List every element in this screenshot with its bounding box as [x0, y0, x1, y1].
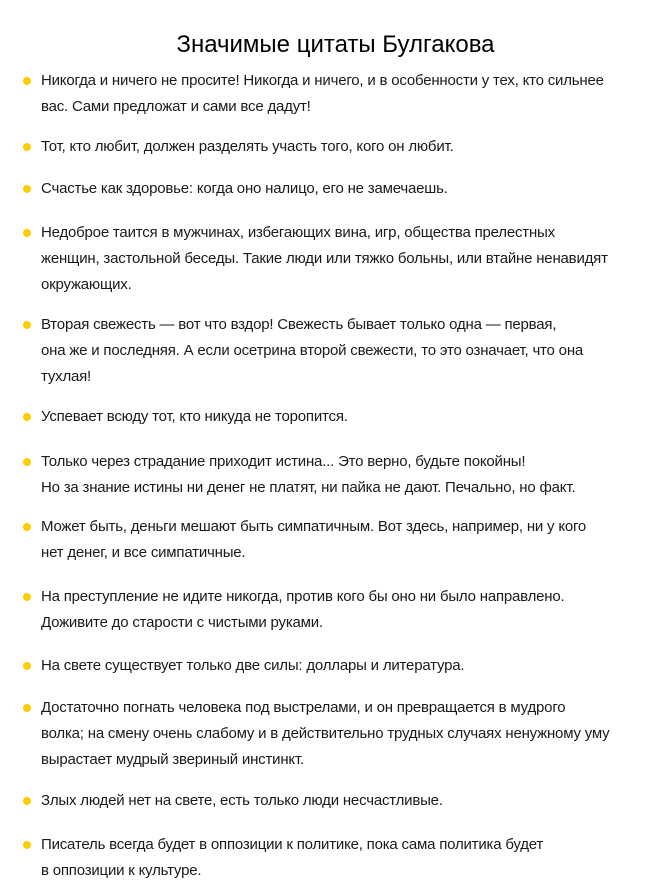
quote-line: Только через страдание приходит истина... Это верно, будьте покойны! — [41, 453, 526, 470]
quote-line: Но за знание истины ни денег не платят, ни пайка не дают. Печально, но факт. — [41, 479, 576, 496]
quote-item — [41, 832, 671, 884]
quote-line: Достаточно погнать человека под выстрелами, и он превращается в мудрого — [41, 699, 566, 716]
quote-line: Недоброе таится в мужчинах, избегающих вина, игр, общества прелестных — [41, 224, 555, 241]
quote-line: Вторая свежесть — вот что вздор! Свежесть бывает только одна — первая, — [41, 316, 557, 333]
quote-item — [41, 312, 671, 390]
quote-line: Может быть, деньги мешают быть симпатичным. Вот здесь, например, ни у кого — [41, 518, 587, 535]
quote-item — [41, 514, 671, 566]
page-title: Значимые цитаты Булгакова — [176, 31, 495, 58]
bullet-dot — [23, 523, 31, 531]
quote-item — [41, 176, 671, 202]
bullet-dot — [23, 662, 31, 670]
quote-line: тухлая! — [41, 368, 92, 385]
bullet-dot — [23, 593, 31, 601]
bullet-dot — [23, 797, 31, 805]
bullet-dot — [23, 458, 31, 466]
quote-line: Успевает всюду тот, кто никуда не торопится. — [41, 408, 348, 425]
quote-line: Тот, кто любит, должен разделять участь того, кого он любит. — [41, 138, 454, 155]
quote-item — [41, 788, 671, 814]
bullet-dot — [23, 841, 31, 849]
quote-item — [41, 584, 671, 636]
quote-item — [41, 695, 671, 773]
bullet-dot — [23, 321, 31, 329]
quote-line: На свете существует только две силы: доллары и литература. — [41, 657, 465, 674]
quote-line: На преступление не идите никогда, против кого бы оно ни было направлено. — [41, 588, 565, 605]
quote-line: вас. Сами предложат и сами все дадут! — [41, 98, 311, 115]
quote-line: вырастает мудрый звериный инстинкт. — [41, 751, 304, 768]
bullet-dot — [23, 143, 31, 151]
quote-line: она же и последняя. А если осетрина второй свежести, то это означает, что она — [41, 342, 584, 359]
quote-line: Счастье как здоровье: когда оно налицо, его не замечаешь. — [41, 180, 448, 197]
bullet-dot — [23, 185, 31, 193]
bullet-dot — [23, 704, 31, 712]
quote-item — [41, 404, 671, 430]
quote-item — [41, 134, 671, 160]
quote-line: нет денег, и все симпатичные. — [41, 544, 246, 561]
quote-line: в оппозиции к культуре. — [41, 862, 202, 879]
quote-line: женщин, застольной беседы. Такие люди или тяжко больны, или втайне ненавидят — [41, 250, 608, 267]
bullet-dot — [23, 77, 31, 85]
quote-line: окружающих. — [41, 276, 132, 293]
quote-line: Никогда и ничего не просите! Никогда и ничего, и в особенности у тех, кто сильнее — [41, 72, 604, 89]
quote-line: волка; на смену очень слабому и в действительно трудных случаях ненужному уму — [41, 725, 610, 742]
quote-line: Писатель всегда будет в оппозиции к политике, пока сама политика будет — [41, 836, 544, 853]
bullet-dot — [23, 229, 31, 237]
quote-line: Доживите до старости с чистыми руками. — [41, 614, 323, 631]
quote-item — [41, 449, 671, 501]
quote-item — [41, 220, 671, 298]
quote-item — [41, 653, 671, 679]
quote-line: Злых людей нет на свете, есть только люди несчастливые. — [41, 792, 443, 809]
bullet-dot — [23, 413, 31, 421]
quote-item — [41, 68, 671, 120]
